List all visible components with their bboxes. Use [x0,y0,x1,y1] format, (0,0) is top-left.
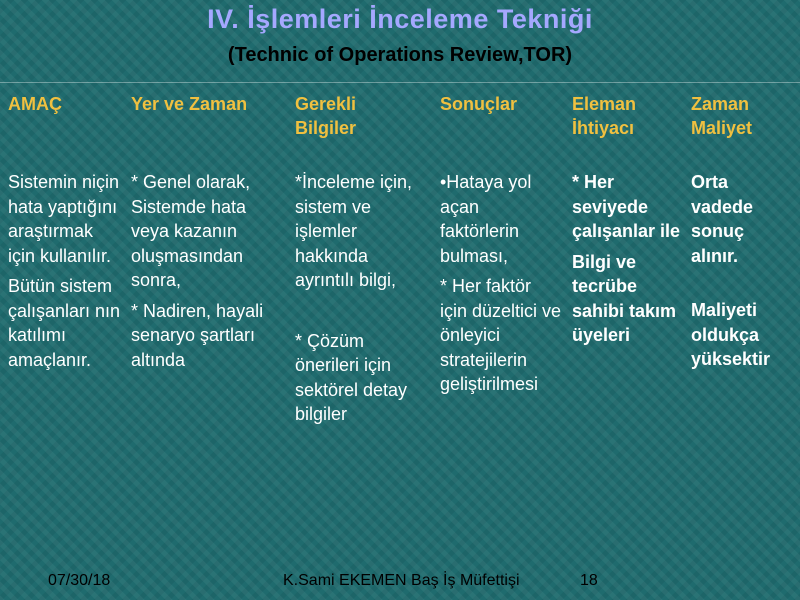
maliyet-cost-text: Maliyeti oldukça yüksektir [691,300,771,369]
eleman-levels-text: * Her seviyede çalışanlar ile [572,172,681,241]
yer-zaman-rare-text: * Nadiren, hayali senaryo şartları altında [131,300,264,370]
bilgiler-detail-text: *İnceleme için, sistem ve işlemler hakkında ayrıntılı bilgi, [295,172,413,290]
header-eleman-ihtiyaci: Eleman İhtiyacı [572,94,637,138]
footer-author: K.Sami EKEMEN Baş İş Müfettişi [283,572,520,589]
amac-participation-text: Bütün sistem çalışanları nın katılımı amaçlanır. [8,276,121,370]
cell-sonuclar [440,170,562,403]
cell-zaman-maliyet [691,170,793,378]
slide-subtitle: (Technic of Operations Review,TOR) [227,44,573,66]
header-amac: AMAÇ [8,94,62,114]
sonuclar-strategies-text: * Her faktör için düzeltici ve önleyici stratejilerin geliştirilmesi [440,276,562,394]
yer-zaman-general-text: * Genel olarak, Sistemde hata veya kazanın oluşmasından sonra, [131,172,251,290]
cell-yer-zaman [131,170,286,378]
eleman-team-text: Bilgi ve tecrübe sahibi takım üyeleri [572,251,677,345]
header-gerekli-bilgiler: Gerekli Bilgiler [295,94,357,138]
footer-date: 07/30/18 [48,572,111,589]
header-yer-zaman: Yer ve Zaman [131,94,248,114]
bilgiler-sector-text: * Çözüm önerileri için sektörel detay bilgiler [295,330,408,424]
zaman-result-text: Orta vadede sonuç alınır. [691,172,754,266]
footer-page-number: 18 [580,572,598,589]
amac-purpose-text: Sistemin niçin hata yaptığını araştırmak için kullanılır. [8,172,120,266]
header-zaman-maliyet: Zaman Maliyet [691,94,753,138]
cell-gerekli-bilgiler [295,170,427,433]
slide-title: IV. İşlemleri İnceleme Tekniği [207,4,593,34]
header-sonuclar: Sonuçlar [440,94,518,114]
cell-amac [8,170,124,378]
sonuclar-factors-text: •Hataya yol açan faktörlerin bulması, [440,172,532,266]
cell-eleman-ihtiyaci [572,170,684,354]
title-divider [0,82,800,83]
